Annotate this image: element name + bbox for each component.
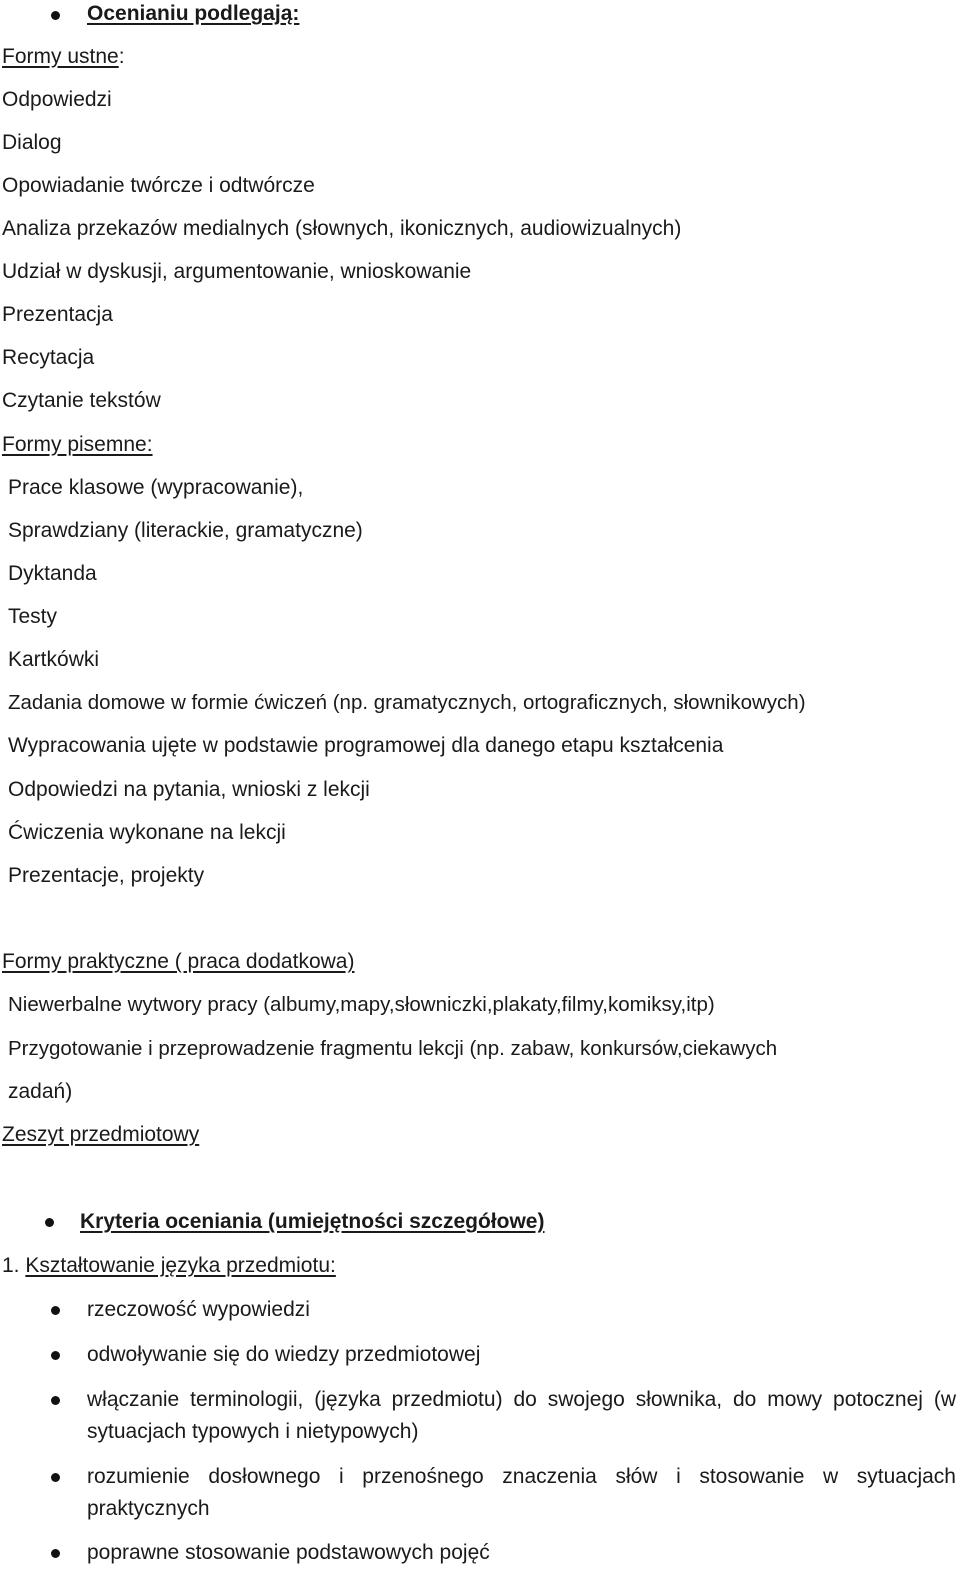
section-title-practical: Formy praktyczne ( praca dodatkowa) [2, 950, 355, 973]
heading-criteria: Kryteria oceniania (umiejętności szczegółowe) [80, 1210, 545, 1233]
list-item: Odpowiedzi na pytania, wnioski z lekcji [8, 778, 370, 801]
list-item: Ćwiczenia wykonane na lekcji [8, 821, 286, 844]
list-item: Prezentacja [2, 303, 113, 326]
list-item: Przygotowanie i przeprowadzenie fragmentu lekcji (np. zabaw, konkursów,ciekawych [8, 1037, 778, 1060]
list-item: Czytanie tekstów [2, 389, 161, 412]
list-item: Wypracowania ujęte w podstawie programowej dla danego etapu kształcenia [8, 734, 724, 757]
list-item: Zadania domowe w formie ćwiczeń (np. gramatycznych, ortograficznych, słownikowych) [8, 691, 806, 714]
list-item: Analiza przekazów medialnych (słownych, ikonicznych, audiowizualnych) [2, 217, 682, 240]
section-title-oral: Formy ustne: [2, 45, 125, 68]
section-number: 1. [2, 1254, 20, 1277]
bullet-icon [51, 11, 60, 20]
criteria-item: poprawne stosowanie podstawowych pojęć [87, 1541, 490, 1564]
criteria-item: rzeczowość wypowiedzi [87, 1298, 310, 1321]
list-item: Niewerbalne wytwory pracy (albumy,mapy,słowniczki,plakaty,filmy,komiksy,itp) [8, 993, 715, 1016]
list-item: Recytacja [2, 346, 95, 369]
list-item: Prace klasowe (wypracowanie), [8, 476, 304, 499]
section-title-written: Formy pisemne: [2, 433, 153, 456]
criteria-item: rozumienie dosłownego i przenośnego znaczenia słów i stosowanie w sytuacjach praktycznych [87, 1465, 956, 1520]
criteria-item: włączanie terminologii, (języka przedmiotu) do swojego słownika, do mowy potocznej (w sytuacjach typowych i nietypowych) [87, 1388, 956, 1443]
list-item: Prezentacje, projekty [8, 864, 205, 887]
bullet-icon [51, 1473, 60, 1482]
bullet-icon [45, 1218, 54, 1227]
notebook-item: Zeszyt przedmiotowy [2, 1123, 200, 1146]
criteria-item: odwoływanie się do wiedzy przedmiotowej [87, 1343, 481, 1366]
list-item: Dialog [2, 131, 62, 154]
list-item: zadań) [8, 1080, 73, 1103]
section-1-label: Kształtowanie języka przedmiotu: [25, 1254, 336, 1277]
list-item: Sprawdziany (literackie, gramatyczne) [8, 519, 363, 542]
bullet-icon [51, 1549, 60, 1558]
heading-assessed: Ocenianiu podlegają: [87, 2, 300, 25]
list-item: Odpowiedzi [2, 88, 112, 111]
list-item: Kartkówki [8, 648, 100, 671]
list-item: Udział w dyskusji, argumentowanie, wnioskowanie [2, 260, 472, 283]
section-1-title [2, 1253, 336, 1279]
bullet-icon [51, 1396, 60, 1405]
bullet-icon [51, 1351, 60, 1360]
list-item: Testy [8, 605, 58, 628]
list-item: Dyktanda [8, 562, 97, 585]
list-item: Opowiadanie twórcze i odtwórcze [2, 174, 315, 197]
bullet-icon [51, 1306, 60, 1315]
